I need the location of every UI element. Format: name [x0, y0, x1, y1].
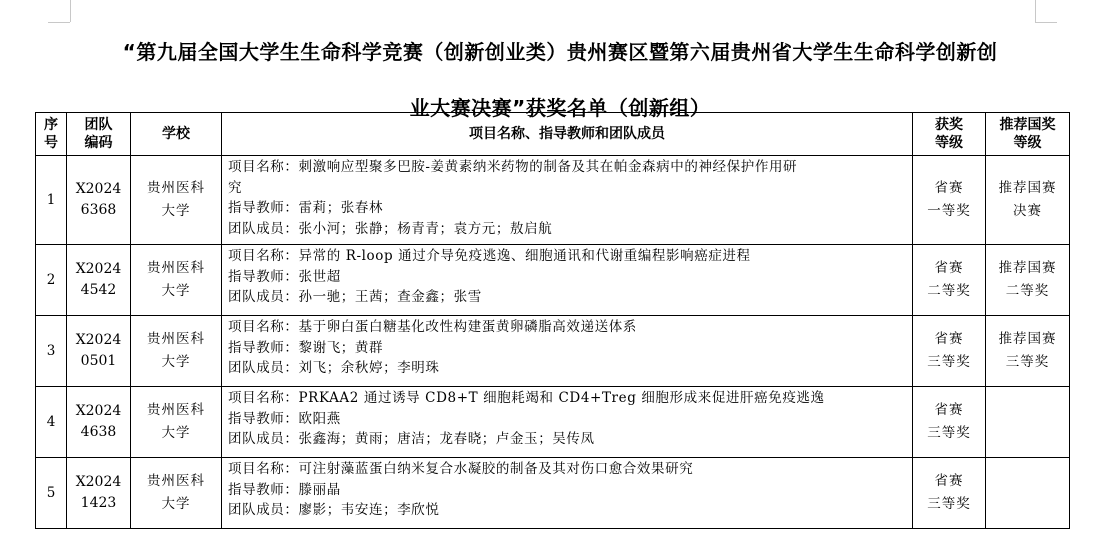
cell-award: 省赛 三等奖 [913, 387, 986, 458]
cell-award: 省赛 三等奖 [913, 458, 986, 529]
cell-project [222, 156, 913, 245]
cell-project [222, 245, 913, 316]
table-row [36, 387, 1070, 458]
table-row [36, 458, 1070, 529]
header-team-code: 团队 编码 [67, 113, 131, 156]
cell-award: 省赛 三等奖 [913, 316, 986, 387]
project-line: 项目名称：可注射藻蓝蛋白纳米复合水凝胶的制备及其对伤口愈合效果研究 [228, 461, 694, 477]
project-line: 项目名称：异常的 R-loop 通过介导免疫逃逸、细胞通讯和代谢重编程影响癌症进程 [228, 248, 751, 264]
table-row [36, 316, 1070, 387]
cell-national [986, 387, 1070, 458]
title-line-2: 业大赛决赛”获奖名单（创新组） [409, 96, 711, 120]
cell-team-code: X2024 4542 [67, 245, 131, 316]
project-line: 团队成员：张鑫海；黄雨；唐洁；龙春晓；卢金玉；吴传凤 [228, 431, 595, 447]
crop-mark-top-right [1035, 0, 1036, 22]
project-line: 指导教师：张世超 [228, 268, 341, 285]
table-header-row [36, 113, 1070, 156]
crop-mark-top-left-h [48, 22, 70, 23]
cell-team-code: X2024 1423 [67, 458, 131, 529]
title-line-1: “第九届全国大学生生命科学竞赛（创新创业类）贵州赛区暨第六届贵州省大学生生命科学创新创 [122, 40, 998, 64]
project-line: 究 [228, 179, 243, 196]
project-line: 项目名称：基于卵白蛋白糖基化改性构建蛋黄卵磷脂高效递送体系 [228, 319, 637, 335]
cell-seq: 3 [36, 316, 67, 387]
cell-award: 省赛 二等奖 [913, 245, 986, 316]
crop-mark-top-left [70, 0, 71, 22]
project-line: 项目名称：PRKAA2 通过诱导 CD8+T 细胞耗竭和 CD4+Treg 细胞形成来促进肝癌免疫逃逸 [228, 390, 825, 406]
header-school: 学校 [131, 113, 222, 156]
cell-school: 贵州医科 大学 [131, 316, 222, 387]
project-line: 团队成员：张小河；张静；杨青青；袁方元；敖启航 [228, 220, 553, 237]
project-line: 团队成员：孙一驰；王茜；查金鑫；张雪 [228, 289, 482, 305]
cell-team-code: X2024 4638 [67, 387, 131, 458]
header-award: 获奖 等级 [913, 113, 986, 156]
cell-seq: 1 [36, 156, 67, 245]
project-line: 团队成员：廖影；韦安连；李欣悦 [228, 502, 440, 518]
header-project: 项目名称、指导教师和团队成员 [222, 113, 913, 156]
cell-national [986, 458, 1070, 529]
cell-award: 省赛 一等奖 [913, 156, 986, 245]
header-national: 推荐国奖 等级 [986, 113, 1070, 156]
table-row [36, 156, 1070, 245]
award-table [35, 112, 1070, 529]
cell-team-code: X2024 0501 [67, 316, 131, 387]
project-line: 指导教师：黎谢飞；黄群 [228, 339, 384, 356]
cell-school: 贵州医科 大学 [131, 458, 222, 529]
cell-school: 贵州医科 大学 [131, 387, 222, 458]
cell-school: 贵州医科 大学 [131, 156, 222, 245]
project-line: 团队成员：刘飞；余秋婷；李明珠 [228, 360, 440, 376]
header-seq: 序 号 [36, 113, 67, 156]
cell-project [222, 458, 913, 529]
cell-seq: 5 [36, 458, 67, 529]
cell-national: 推荐国赛 决赛 [986, 156, 1070, 245]
cell-seq: 2 [36, 245, 67, 316]
crop-mark-top-right-h [1035, 22, 1057, 23]
cell-project [222, 387, 913, 458]
cell-project [222, 316, 913, 387]
cell-national: 推荐国赛 三等奖 [986, 316, 1070, 387]
cell-national: 推荐国赛 二等奖 [986, 245, 1070, 316]
cell-school: 贵州医科 大学 [131, 245, 222, 316]
table-row [36, 245, 1070, 316]
project-line: 指导教师：滕丽晶 [228, 481, 341, 498]
cell-seq: 4 [36, 387, 67, 458]
project-line: 指导教师：欧阳燕 [228, 410, 341, 427]
project-line: 项目名称：刺激响应型聚多巴胺-姜黄素纳米药物的制备及其在帕金森病中的神经保护作用研 [228, 159, 798, 175]
project-line: 指导教师：雷莉；张春林 [228, 200, 384, 216]
cell-team-code: X2024 6368 [67, 156, 131, 245]
